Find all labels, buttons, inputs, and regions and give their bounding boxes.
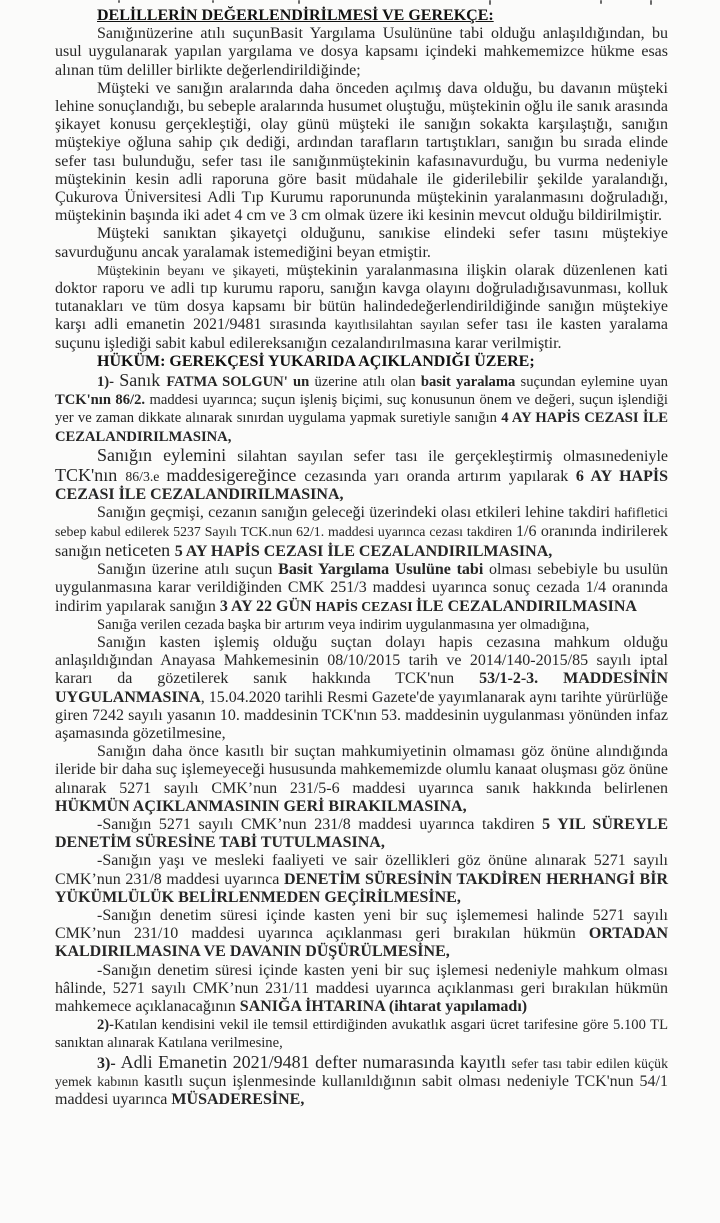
text-run: 5 AY HAPİS CEZASI İLE CEZALANDIRILMASINA, — [174, 542, 553, 560]
text-run: Sanığınüzerine atılı suçunBasit Yargılama Usulününe tabi olduğu anlaşıldığından, bu usul uygulanarak yapılan yargılama ve dosya kapsamı içindeki mahkememizce hükme esas alınan tüm deliller birlikte değerlendirildiğinde; — [55, 25, 668, 79]
text-run: -Sanığın denetim süresi içinde kasten yeni bir suç işlememesi halinde 5271 sayılı CMK’nun 231/10 maddesi uyarınca açıklanması geri bırakılan hükmün — [55, 906, 668, 943]
text-run: Sanığın geçmişi, cezanın sanığın geleceği üzerindeki olası etkileri lehine takdiri — [97, 504, 615, 522]
text-run: İLE CEZALANDIRILMASINA — [416, 597, 637, 615]
text-run: DELİLLERİN DEĞERLENDİRİLMESİ VE GEREKÇE: — [97, 7, 494, 24]
text-run: 3 AY 22 GÜN — [219, 597, 316, 615]
text-run: müştekinin yaralanmasına ilişkin olarak düzenlenen kati doktor raporu ve adli tıp kurumu raporu, sanığın kavga olayını doğruladığısavunması, kolluk tutanakları ve tüm dosya kapsamı bir bütün halindedeğerlendirildiğinde sanığın müştekiye karşı adli emanetin 2021/9481 sırasında — [55, 261, 669, 334]
text-run: 4 AY HAPİS CEZASI İLE CEZALANDIRILMASINA, — [55, 410, 668, 445]
paragraph-statements — [55, 225, 668, 261]
text-run: -Sanığın denetim süresi içinde kasten yeni bir suç işlemesi nedeniyle mahkum olması hâlinde, 5271 sayılı CMK’nun 231/11 maddesi uyarınca açıklanması geri bırakılan hükmün mahkemece açıklanacağının — [55, 961, 668, 1015]
text-run: Sanık — [119, 370, 167, 391]
paragraph-procedure — [55, 25, 668, 80]
paragraph-conclusion-of-evidence — [55, 262, 668, 353]
text-run: ORTADAN KALDIRILMASINA VE DAVANIN DÜŞÜRÜLMESİNE, — [55, 925, 668, 961]
paragraph-item-2-attorney-fee — [55, 1016, 668, 1052]
text-run: Müşteki sanıktan şikayetçi olduğunu, sanıkise elindeki sefer tasını müştekiye savurduğunu ancak yaralamak istemediğini beyan etmiştir. — [55, 225, 668, 261]
paragraph-dismissal-condition — [55, 907, 668, 962]
text-run: Müştekinin beyanı ve şikayeti, — [97, 262, 287, 278]
text-run: Basit Yargılama Usulüne tabi — [278, 561, 490, 579]
text-run: Müşteki ve sanığın aralarında daha önceden açılmış dava olduğu, bu davanın müşteki lehine sonuçlandığı, bu sebeple aralarında husumet oluştuğu, müştekinin oğlu ile sanık arasında şikayet konusu gerçekleştiği, olay günü müşteki ile sanığın sokakta karşılaştığı, sanığın müştekiye oğluna sahip çık dediği, ardından tarafların tartıştıkları, sanığın bu sırada elinde sefer tası bulunduğu, sefer tası ile sanığınmüştekinin kafasınavurduğu, bu vurma nedeniyle müştekinin kesin adli raporuna göre basit müdahale ile giderilebilir şekilde yaralandığı, Çukurova Üniversitesi Adli Tıp Kurumu raporununda müştekinin yaralanmasını doğruladığı, müştekinin başında iki adet 4 cm ve 3 cm olmak üzere iki kesinin mevcut olduğu bildirilmiştir. — [55, 79, 668, 225]
text-run: silahtan sayılan sefer tası ile gerçekleştirmiş olmasınedeniyle — [237, 447, 669, 465]
text-run: -Sanığın 5271 sayılı CMK’nun 231/8 maddesi uyarınca takdiren — [97, 815, 543, 833]
text-run: basit yaralama — [420, 374, 521, 391]
text-run: 53/1-2-3. MADDESİNİN UYGULANMASINA — [55, 670, 669, 706]
paragraph-warning — [55, 962, 668, 1017]
text-run: -Sanığın yaşı ve mesleki faaliyeti ve sair özellikleri göz önüne alınarak 5271 sayılı CMK’nun 231/8 maddesi uyarınca — [55, 852, 668, 888]
text-run: MÜSADERESİNE, — [171, 1090, 305, 1108]
text-run: Sanığa verilen cezada başka bir artırım veya indirim uygulanmasına yer olmadığına, — [97, 616, 590, 633]
text-run: HAPİS CEZASI — [315, 598, 417, 614]
paragraph-facts — [55, 80, 668, 226]
paragraph-probation-period — [55, 816, 668, 852]
text-run: 1)- — [97, 374, 120, 391]
text-run: FATMA SOLGUN' un — [166, 374, 315, 391]
text-run: 2)- — [97, 1017, 115, 1034]
text-run: 1/6 oranında indirilerek sanığın — [55, 522, 668, 560]
text-run: sefer tası tabir edilen küçük yemek kabının — [55, 1055, 668, 1089]
text-run: HÜKÜM: GEREKÇESİ YUKARIDA AÇIKLANDIĞI ÜZERE; — [97, 352, 535, 370]
clipped-previous-line — [0, 0, 720, 6]
paragraph-item-1-base-sentence — [55, 371, 668, 446]
document-body — [55, 7, 668, 1109]
text-run: olması sebebiyle bu usulün uygulanmasına karar verildiğinden CMK 251/3 maddesi uyarınca sonuç cezada 1/4 oranında indirim yapılarak sanığın — [55, 561, 669, 615]
text-run: maddesi uyarınca; suçun işleniş biçimi, suç konusunun önem ve değeri, suçun işlendiği yer ve zaman dikkate alınarak sınırdan uygulama yapmak suretiyle sanığın — [55, 392, 668, 427]
text-run: suçundan eylemine uyan — [520, 374, 668, 391]
text-run: Sanığın daha önce kasıtlı bir suçtan mahkumiyetinin olmaması göz önüne alındığında ileride bir daha suç işlemeyeceği hususunda mahkememizde olumlu kanaat oluşması göz önüne alınarak 5271 sayılı CMK’nun 231/5-6 maddesi uyarınca sanık hakkında belirlenen — [55, 743, 668, 797]
heading-evidence-evaluation — [55, 7, 668, 25]
paragraph-weapon-increase — [55, 446, 668, 505]
paragraph-hagb — [55, 743, 668, 816]
paragraph-article-53 — [55, 634, 668, 743]
text-run: cezasında yarı oranda artırım yapılarak — [304, 468, 576, 486]
text-run: Sanığın eylemini — [97, 444, 238, 465]
text-run: kayıtlısilahtan sayılan — [334, 317, 467, 333]
paragraph-no-further-adjustment — [55, 616, 668, 634]
heading-verdict — [55, 353, 668, 371]
text-run: TCK'nın — [55, 465, 126, 486]
paragraph-discretionary-reduction — [55, 504, 668, 561]
text-run: 5 YIL SÜREYLE DENETİM SÜRESİNE TABİ TUTULMASINA, — [55, 815, 668, 852]
text-run: 86/3.e — [125, 469, 167, 485]
paragraph-item-3-confiscation — [55, 1053, 668, 1110]
text-run: HÜKMÜN AÇIKLANMASININ GERİ BIRAKILMASINA, — [55, 797, 467, 815]
text-run: 3)- — [97, 1054, 121, 1072]
text-run: Adli Emanetin 2021/9481 defter numarasında kayıtlı — [120, 1051, 512, 1072]
text-run: DENETİM SÜRESİNİN TAKDİREN HERHANGİ BİR YÜKÜMLÜLÜK BELİRLENMEDEN GEÇİRİLMESİNE, — [55, 870, 669, 906]
paragraph-simple-trial-reduction — [55, 561, 668, 616]
text-run: Sanığın üzerine atılı suçun — [97, 561, 279, 579]
text-run: TCK'nın 86/2. — [55, 392, 150, 409]
text-run: sefer tası ile kasten yaralama suçunu işlediği sabit kabul edilereksanığın cezalandırılmasına karar verilmiştir. — [55, 316, 668, 352]
text-run: üzerine atılı olan — [314, 374, 421, 391]
text-run: hafifletici sebep kabul edilerek 5237 Sayılı TCK.nun 62/1. maddesi uyarınca cezası takdiren — [55, 505, 668, 539]
text-run: maddesigereğince — [166, 465, 305, 486]
text-run: neticeten — [105, 539, 175, 560]
text-run: Sanığın kasten işlemiş olduğu suçtan dolayı hapis cezasına mahkum olduğu anlaşıldığından Anayasa Mahkemesinin 08/10/2015 tarih ve 2014/140-2015/85 sayılı iptal kararı da gözetilerek sanık hakkında TCK'nun — [55, 633, 668, 688]
paragraph-no-obligation — [55, 852, 668, 907]
text-run: 6 AY HAPİS CEZASI İLE CEZALANDIRILMASINA, — [55, 468, 669, 504]
text-run: SANIĞA İHTARINA (ihtarat yapılamadı) — [239, 997, 528, 1015]
text-run: , 15.04.2020 tarihli Resmi Gazete'de yayımlanarak aynı tarihte yürürlüğe giren 7242 sayılı yasanın 10. maddesinin TCK'nın 53. maddesinin uygulanması yönünden infaz aşamasında gözetilmesine, — [55, 688, 668, 742]
text-run: Katılan kendisini vekil ile temsil ettirdiğinden avukatlık asgari ücret tarifesine göre 5.100 TL sanıktan alınarak Katılana verilmesine, — [55, 1017, 668, 1052]
text-run: kasıtlı suçun işlenmesinde kullanıldığının sabit olması nedeniyle TCK'nun 54/1 maddesi uyarınca — [55, 1072, 668, 1108]
